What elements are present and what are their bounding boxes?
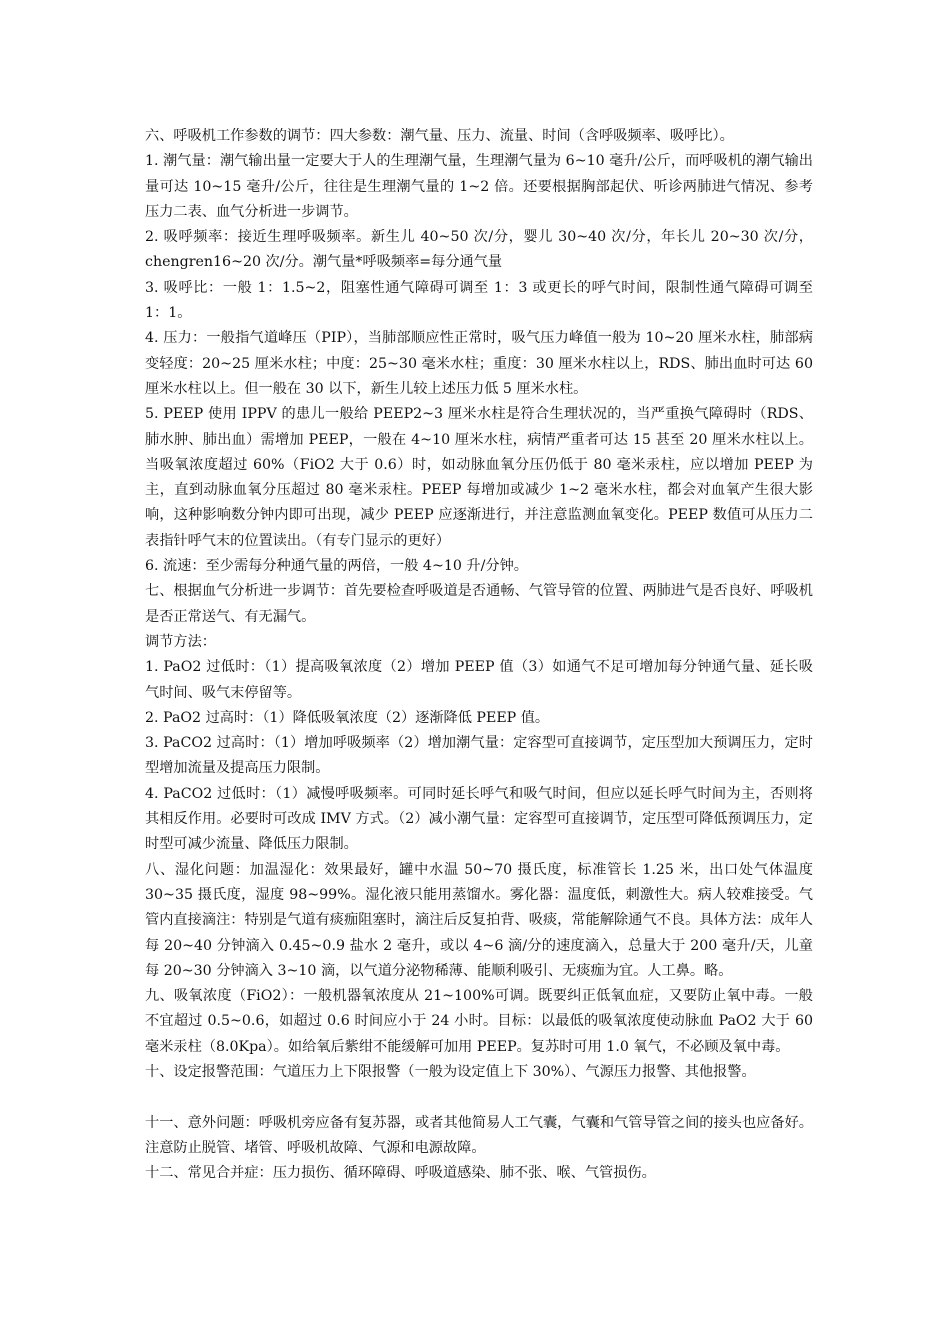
- pressure-paragraph: 4. 压力：一般指气道峰压（PIP），当肺部顺应性正常时，吸气压力峰值一般为 10~20 厘米水柱，肺部病变轻度：20~25 厘米水柱；中度：25~30 毫米水柱；重度：30 厘米水柱以上，RDS、肺出血时可达 60 厘米水柱以上。但一般在 30 以下，新生儿较上述压力低 5 厘米水柱。: [145, 330, 813, 397]
- pao2-high-paragraph: 2. PaO2 过高时：（1）降低吸氧浓度（2）逐渐降低 PEEP 值。: [145, 709, 550, 726]
- section-12-complications: 十二、常见合并症：压力损伤、循环障碍、呼吸道感染、肺不张、喉、气管损伤。: [145, 1165, 656, 1182]
- document-body: [145, 124, 813, 1186]
- flow-rate-paragraph: 6. 流速：至少需每分种通气量的两倍，一般 4~10 升/分钟。: [145, 558, 528, 575]
- section-8-humidification: 八、湿化问题：加温湿化：效果最好，罐中水温 50~70 摄氏度，标准管长 1.25 米，出口处气体温度 30~35 摄氏度，湿度 98~99%。湿化液只能用蒸馏水。雾化器：温度低，刺激性大。病人较难接受。气管内直接滴注：特别是气道有痰痂阻塞时，滴注后反复拍背、吸痰，常能解除通气不良。具体方法：成年人每 20~40 分钟滴入 0.45~0.9 盐水 2 毫升，或以 4~6 滴/分的速度滴入，总量大于 200 毫升/天，儿童每 20~30 分钟滴入 3~10 滴，以气道分泌物稀薄、能顺利吸引、无痰痂为宜。人工鼻。略。: [145, 861, 813, 979]
- paco2-high-paragraph: 3. PaCO2 过高时：（1）增加呼吸频率（2）增加潮气量：定容型可直接调节，定压型加大预调压力，定时型增加流量及提高压力限制。: [145, 735, 813, 777]
- paco2-low-paragraph: 4. PaCO2 过低时：（1）减慢呼吸频率。可同时延长呼气和吸气时间，但应以延长呼气时间为主，否则将其相反作用。必要时可改成 IMV 方式。（2）减小潮气量：定容型可直接调节，定压型可降低预调压力，定时型可减少流量、降低压力限制。: [145, 785, 813, 853]
- section-9-fio2: 九、吸氧浓度（FiO2）：一般机器氧浓度从 21~100%可调。既要纠正低氧血症，又要防止氧中毒。一般不宜超过 0.5~0.6，如超过 0.6 时间应小于 24 小时。目标：以最低的吸氧浓度使动脉血 PaO2 大于 60 毫米汞柱（8.0Kpa）。如给氧后紫绀不能缓解可加用 PEEP。复苏时可用 1.0 氧气，不必顾及氧中毒。: [145, 988, 813, 1055]
- pao2-low-paragraph: 1. PaO2 过低时：（1）提高吸氧浓度（2）增加 PEEP 值（3）如通气不足可增加每分钟通气量、延长吸气时间、吸气末停留等。: [145, 659, 813, 701]
- tidal-volume-paragraph: 1. 潮气量：潮气输出量一定要大于人的生理潮气量，生理潮气量为 6~10 毫升/公斤，而呼吸机的潮气输出量可达 10~15 毫升/公斤，往往是生理潮气量的 1~2 倍。还要根据胸部起伏、听诊两肺进气情况、参考压力二表、血气分析进一步调节。: [145, 153, 813, 220]
- ie-ratio-paragraph: 3. 吸呼比：一般 1：1.5~2，阻塞性通气障碍可调至 1：3 或更长的呼气时间，限制性通气障碍可调至 1：1。: [145, 279, 813, 322]
- respiratory-rate-paragraph: 2. 吸呼频率：接近生理呼吸频率。新生儿 40~50 次/分，婴儿 30~40 次/分，年长儿 20~30 次/分，chengren16~20 次/分。潮气量*呼吸频率=每分通气量: [145, 229, 813, 271]
- blank-line: [145, 1085, 813, 1110]
- section-10-alarms: 十、设定报警范围：气道压力上下限报警（一般为设定值上下 30%）、气源压力报警、其他报警。: [145, 1063, 756, 1080]
- peep-paragraph: 5. PEEP 使用 IPPV 的患儿一般给 PEEP2~3 厘米水柱是符合生理状况的，当严重换气障碍时（RDS、肺水肿、肺出血）需增加 PEEP，一般在 4~10 厘米水柱，病情严重者可达 15 甚至 20 厘米水柱以上。当吸氧浓度超过 60%（FiO2 大于 0.6）时，如动脉血氧分压仍低于 80 毫米汞柱，应以增加 PEEP 为主，直到动脉血氧分压超过 80 毫米汞柱。PEEP 每增加或减少 1~2 毫米水柱，都会对血氧产生很大影响，这种影响数分钟内即可出现，减少 PEEP 应逐渐进行，并注意监测血氧变化。PEEP 数值可从压力二表指针呼气末的位置读出。（有专门显示的更好）: [145, 406, 813, 549]
- section-6-heading: 六、呼吸机工作参数的调节：四大参数：潮气量、压力、流量、时间（含呼吸频率、吸呼比）。: [145, 128, 734, 144]
- section-7-heading: 七、根据血气分析进一步调节：首先要检查呼吸道是否通畅、气管导管的位置、两肺进气是否良好、呼吸机是否正常送气、有无漏气。: [145, 583, 813, 625]
- section-11-accidents: 十一、意外问题：呼吸机旁应备有复苏器，或者其他简易人工气囊，气囊和气管导管之间的接头也应备好。注意防止脱管、堵管、呼吸机故障、气源和电源故障。: [145, 1114, 813, 1156]
- adjustment-methods-label: 调节方法：: [145, 633, 216, 650]
